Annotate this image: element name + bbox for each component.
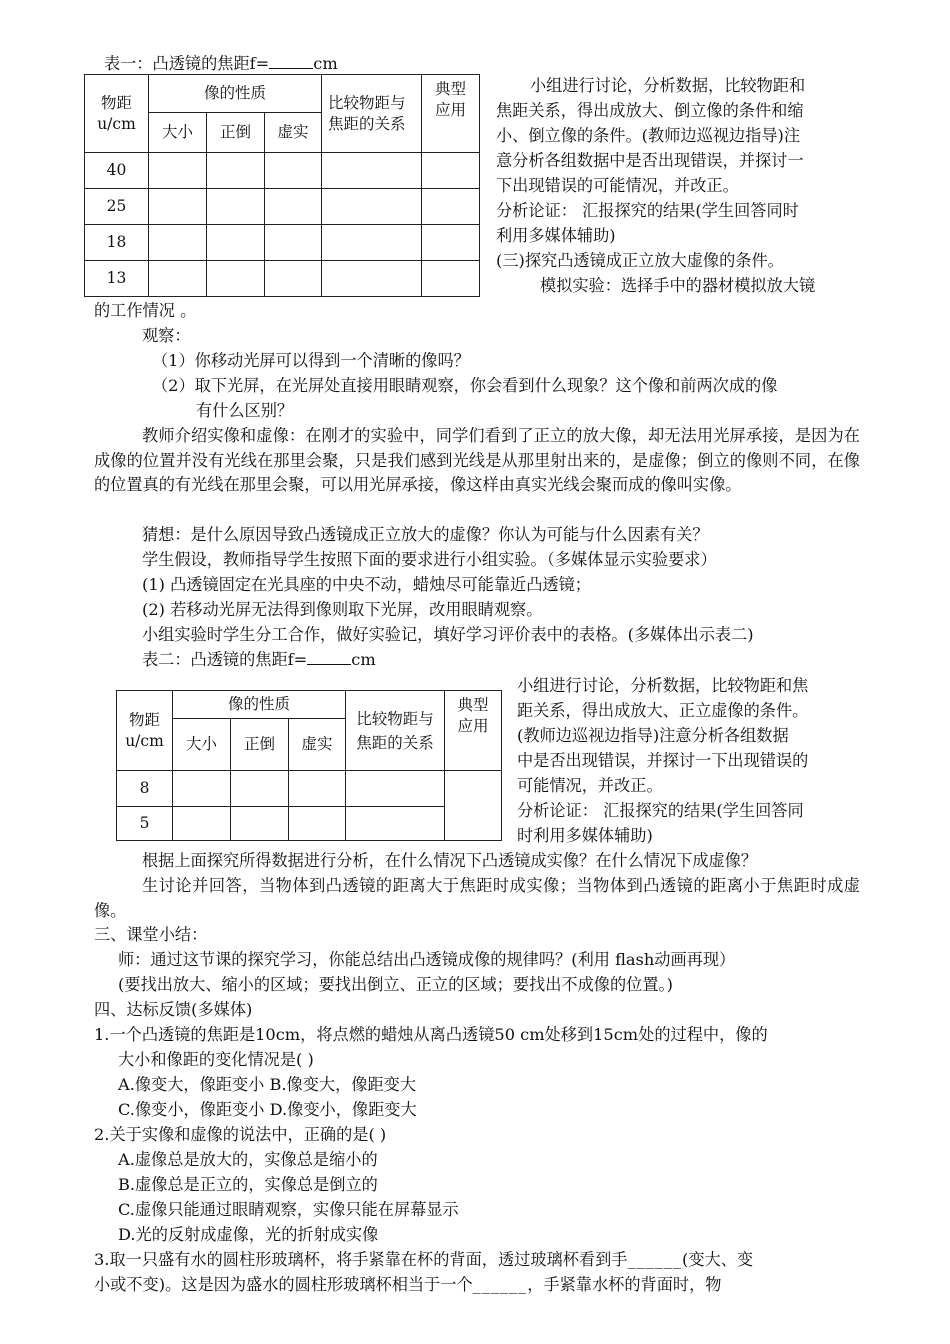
group-work-line: 小组实验时学生分工合作，做好实验记，填好学习评价表中的表格。(多媒体出示表二) <box>142 625 754 644</box>
analysis-line: 根据上面探究所得数据进行分析，在什么情况下凸透镜成实像？在什么情况下成虚像？ <box>142 851 758 870</box>
table2-cell[interactable] <box>346 771 445 807</box>
table2-header-orientation: 正倒 <box>231 719 289 771</box>
table2-cell[interactable] <box>445 771 502 841</box>
table1-header-compare: 比较物距与焦距的关系 <box>322 75 422 153</box>
table2-caption <box>142 648 376 672</box>
table1-header-size: 大小 <box>149 113 207 153</box>
question-3-text: 3.取一只盛有水的圆柱形玻璃杯，将手紧靠在杯的背面，透过玻璃杯看到手 <box>94 1250 628 1269</box>
question-1-stem: 1.一个凸透镜的焦距是10cm，将点燃的蜡烛从离凸透镜50 cm处移到15cm处的过程中，像的 <box>94 1025 768 1044</box>
table1-header-real-virtual: 虚实 <box>265 113 322 153</box>
table2-cell[interactable] <box>346 807 445 841</box>
table1-cell[interactable] <box>149 153 207 189</box>
table1-cell[interactable] <box>265 153 322 189</box>
right2-line: 小组进行讨论，分析数据，比较物距和焦 <box>517 676 809 695</box>
table1-row-distance: 40 <box>85 153 149 189</box>
requirement-1: (1) 凸透镜固定在光具座的中央不动，蜡烛尽可能靠近凸透镜； <box>142 575 591 594</box>
table1-cell[interactable] <box>149 261 207 297</box>
right1-line: 焦距关系，得出成放大、倒立像的条件和缩 <box>496 101 804 120</box>
table1-cell[interactable] <box>322 261 422 297</box>
table1-cell[interactable] <box>322 225 422 261</box>
question-2-option-b: B.虚像总是正立的，实像总是倒立的 <box>118 1175 378 1194</box>
question-3-text: (变大、变 <box>682 1250 754 1269</box>
table2-row-distance: 5 <box>117 807 173 841</box>
question-3-text: ，手紧靠水杯的背面时，物 <box>527 1275 722 1294</box>
right2-line: 距关系，得出成放大、正立虚像的条件。 <box>517 701 809 720</box>
work-line: 的工作情况 。 <box>94 301 197 320</box>
table2-cell[interactable] <box>289 807 346 841</box>
table1-cell[interactable] <box>207 225 265 261</box>
summary-line-1: 师：通过这节课的探究学习，你能总结出凸透镜成像的规律吗？(利用 flash动画再现） <box>118 950 736 969</box>
table1-cell[interactable] <box>422 261 480 297</box>
table2 <box>116 690 502 841</box>
table-row <box>117 807 502 841</box>
table-row <box>85 225 480 261</box>
question-2-option-d: D.光的反射成虚像，光的折射成实像 <box>118 1225 379 1244</box>
table1-row-distance: 25 <box>85 189 149 225</box>
right1-line: 模拟实验：选择手中的器材模拟放大镜 <box>540 276 816 295</box>
right2-line: 分析论证： 汇报探究的结果(学生回答同 <box>517 801 804 820</box>
table2-cell[interactable] <box>231 771 289 807</box>
table1-header-image-nature: 像的性质 <box>149 75 322 113</box>
table1-cell[interactable] <box>322 189 422 225</box>
table1-caption-prefix: 表一：凸透镜的焦距f= <box>104 54 270 73</box>
table1-caption <box>104 52 338 76</box>
table2-cell[interactable] <box>173 807 231 841</box>
question-1-options-cd: C.像变小，像距变小 D.像变小，像距变大 <box>118 1100 417 1119</box>
table1-header-object-distance: 物距u/cm <box>85 75 149 153</box>
guess-line: 猜想：是什么原因导致凸透镜成正立放大的虚像？你认为可能与什么因素有关？ <box>142 525 709 544</box>
observe-q1: （1）你移动光屏可以得到一个清晰的像吗？ <box>152 351 470 370</box>
table1-cell[interactable] <box>265 261 322 297</box>
right1-line: 意分析各组数据中是否出现错误，并探讨一 <box>496 151 804 170</box>
right1-line: 小、倒立像的条件。(教师边巡视边指导)注 <box>496 126 801 145</box>
table-row <box>85 153 480 189</box>
question-3-blank-1[interactable]: ______ <box>627 1250 683 1269</box>
table2-focal-blank[interactable] <box>307 650 351 665</box>
right1-section-heading: (三)探究凸透镜成正立放大虚像的条件。 <box>496 251 784 270</box>
question-1-options-ab: A.像变大，像距变小 B.像变大，像距变大 <box>118 1075 417 1094</box>
table1-cell[interactable] <box>207 153 265 189</box>
section-3-heading: 三、课堂小结： <box>94 925 208 944</box>
observe-q2-cont: 有什么区别？ <box>196 401 294 420</box>
observe-label: 观察： <box>142 326 191 345</box>
table1-cell[interactable] <box>265 225 322 261</box>
question-1-stem-cont: 大小和像距的变化情况是( ) <box>118 1050 314 1069</box>
table1-cell[interactable] <box>322 153 422 189</box>
right1-line: 利用多媒体辅助) <box>496 226 616 245</box>
right1-line: 小组进行讨论，分析数据，比较物距和 <box>530 76 806 95</box>
table1-focal-blank[interactable] <box>269 54 313 69</box>
right2-line: (教师边巡视边指导)注意分析各组数据 <box>517 726 789 745</box>
table1-header-orientation: 正倒 <box>207 113 265 153</box>
question-2-option-a: A.虚像总是放大的，实像总是缩小的 <box>118 1150 378 1169</box>
table2-header-compare: 比较物距与焦距的关系 <box>346 691 445 771</box>
requirement-2: (2) 若移动光屏无法得到像则取下光屏，改用眼睛观察。 <box>142 600 543 619</box>
question-3-blank-2[interactable]: ______ <box>472 1275 528 1294</box>
table1-cell[interactable] <box>422 225 480 261</box>
table1-row-distance: 13 <box>85 261 149 297</box>
table1-cell[interactable] <box>207 261 265 297</box>
table-row <box>85 261 480 297</box>
question-2-stem: 2.关于实像和虚像的说法中，正确的是( ) <box>94 1125 387 1144</box>
right2-line: 时利用多媒体辅助) <box>517 826 653 845</box>
table1-cell[interactable] <box>149 189 207 225</box>
table2-caption-unit: cm <box>351 650 376 669</box>
right2-line: 中是否出现错误，并探讨一下出现错误的 <box>517 751 809 770</box>
table1-cell[interactable] <box>422 189 480 225</box>
table1 <box>84 74 480 297</box>
right2-line: 可能情况，并改正。 <box>517 776 663 795</box>
question-3-line-1 <box>94 1248 753 1272</box>
hypothesis-line: 学生假设，教师指导学生按照下面的要求进行小组实验。（多媒体显示实验要求） <box>142 550 717 569</box>
table-row <box>85 189 480 225</box>
question-3-line-2 <box>94 1273 721 1297</box>
table1-header-application: 典型应用 <box>422 75 480 153</box>
table1-cell[interactable] <box>207 189 265 225</box>
table2-cell[interactable] <box>289 771 346 807</box>
table1-row-distance: 18 <box>85 225 149 261</box>
table1-cell[interactable] <box>422 153 480 189</box>
question-2-option-c: C.虚像只能通过眼睛观察，实像只能在屏幕显示 <box>118 1200 459 1219</box>
teacher-intro-paragraph: 教师介绍实像和虚像：在刚才的实验中，同学们看到了正立的放大像，却无法用光屏承接，是因为在成像的位置并没有光线在那里会聚，只是我们感到光线是从那里射出来的，是虚像；倒立的像则不同，在像的位置真的有光线在那里会聚，可以用光屏承接，像这样由真实光线会聚而成的像叫实像。 <box>94 426 860 494</box>
table2-row-distance: 8 <box>117 771 173 807</box>
table2-caption-prefix: 表二：凸透镜的焦距f= <box>142 650 308 669</box>
table2-header-object-distance: 物距u/cm <box>117 691 173 771</box>
observe-q2: （2）取下光屏，在光屏处直接用眼睛观察，你会看到什么现象？这个像和前两次成的像 <box>152 376 778 395</box>
section-4-heading: 四、达标反馈(多媒体) <box>94 1000 253 1019</box>
right1-line: 下出现错误的可能情况，并改正。 <box>496 176 739 195</box>
table2-cell[interactable] <box>173 771 231 807</box>
table2-header-size: 大小 <box>173 719 231 771</box>
answer-paragraph: 生讨论并回答，当物体到凸透镜的距离大于焦距时成实像；当物体到凸透镜的距离小于焦距时成虚像。 <box>94 876 860 920</box>
table2-header-application: 典型应用 <box>445 691 502 771</box>
table1-cell[interactable] <box>149 225 207 261</box>
summary-line-2: (要找出放大、缩小的区域；要找出倒立、正立的区域；要找出不成像的位置。) <box>118 975 673 994</box>
table2-header-real-virtual: 虚实 <box>289 719 346 771</box>
table2-cell[interactable] <box>231 807 289 841</box>
question-3-text: 小或不变)。这是因为盛水的圆柱形玻璃杯相当于一个 <box>94 1275 473 1294</box>
right1-line: 分析论证： 汇报探究的结果(学生回答同时 <box>496 201 799 220</box>
table2-header-image-nature: 像的性质 <box>173 691 346 719</box>
table1-cell[interactable] <box>265 189 322 225</box>
table-row <box>117 771 502 807</box>
table1-caption-unit: cm <box>313 54 338 73</box>
